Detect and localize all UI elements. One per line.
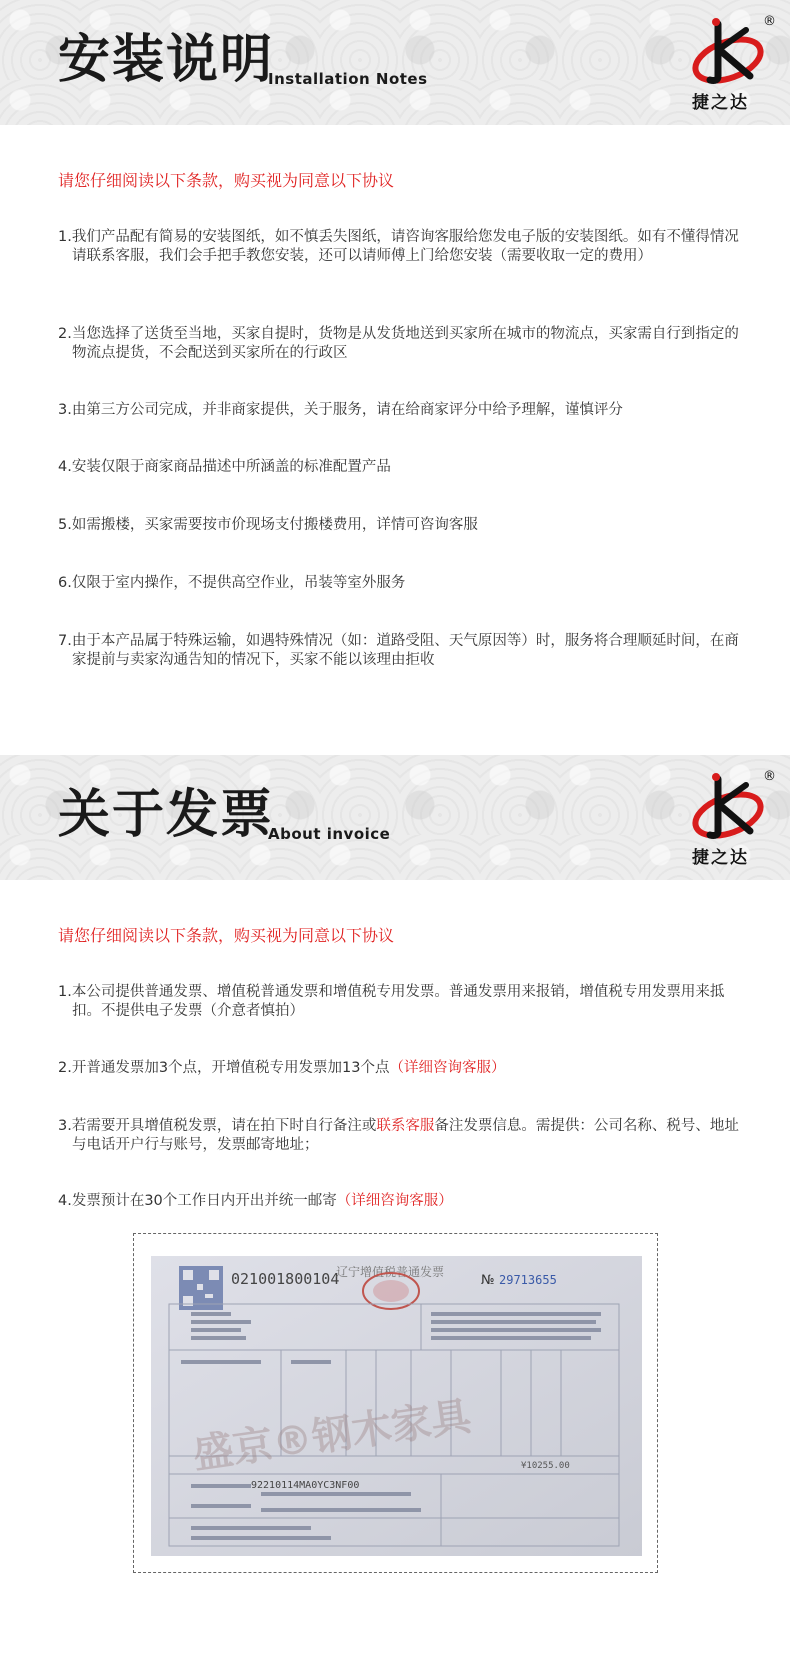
invoice-item-3-pre: 3.若需要开具增值税发票，请在拍下时自行备注或: [58, 1118, 377, 1134]
invoice-subtitle: About invoice: [268, 825, 391, 843]
brand-logo-text: 捷之达: [692, 848, 749, 868]
brand-logo-2: [684, 769, 776, 871]
invoice-item-1: 1.本公司提供普通发票、增值税普通发票和增值税专用发票。普通发票用来报销，增值税专用发票用来抵扣。不提供电子发票（介意者慎拍）: [58, 984, 725, 1019]
installation-banner: [0, 0, 790, 125]
installation-item-3: 3.由第三方公司完成，并非商家提供，关于服务，请在给商家评分中给予理解，谨慎评分: [58, 402, 623, 418]
invoice-watermark: 盛京®钢木家具: [190, 1393, 475, 1478]
invoice-code: 021001800104: [231, 1270, 340, 1288]
installation-item-2: 2.当您选择了送货至当地，买家自提时，货物是从发货地送到买家所在城市的物流点，买家需自行到指定的物流点提货，不会配送到买家所在的行政区: [58, 326, 739, 361]
invoice-title: 关于发票: [58, 785, 275, 845]
invoice-banner: [0, 755, 790, 880]
invoice-heading: 辽宁增值税普通发票: [336, 1265, 445, 1279]
invoice-item-2-text: 2.开普通发票加3个点，开增值税专用发票加13个点: [58, 1060, 390, 1076]
invoice-item-4-text: 4.发票预计在30个工作日内开出并统一邮寄: [58, 1193, 337, 1209]
installation-subtitle: Installation Notes: [268, 70, 428, 88]
invoice-item-2: [58, 1059, 747, 1078]
invoice-sample-frame: [133, 1233, 658, 1573]
registered-mark: ®: [763, 14, 776, 29]
invoice-total: ¥10255.00: [521, 1461, 570, 1471]
contact-service-link: 联系客服: [376, 1118, 435, 1134]
installation-title: 安装说明: [58, 30, 275, 90]
qr-code-icon: [179, 1266, 223, 1310]
brand-logo-text: 捷之达: [692, 93, 749, 113]
brand-logo: [684, 14, 776, 116]
installation-item-6: 6.仅限于室内操作，不提供高空作业，吊装等室外服务: [58, 575, 406, 591]
brand-logo-mark-icon: [688, 16, 768, 88]
invoice-sample-image: [151, 1256, 642, 1556]
invoice-number: 29713655: [499, 1273, 557, 1287]
installation-item-1: 1.我们产品配有简易的安装图纸，如不慎丢失图纸，请咨询客服给您发电子版的安装图纸。如有不懂得情况请联系客服，我们会手把手教您安装，还可以请师傅上门给您安装（需要收取一定的费用）: [58, 229, 739, 264]
installation-item-7: 7.由于本产品属于特殊运输，如遇特殊情况（如：道路受阻、天气原因等）时，服务将合理顺延时间，在商家提前与卖家沟通告知的情况下，买家不能以该理由拒收: [58, 633, 739, 668]
invoice-item-3: [58, 1117, 747, 1155]
invoice-item-4-consult: （详细咨询客服）: [336, 1193, 453, 1209]
installation-notice: 请您仔细阅读以下条款，购买视为同意以下协议: [58, 171, 395, 190]
installation-item-4: 4.安装仅限于商家商品描述中所涵盖的标准配置产品: [58, 459, 391, 475]
invoice-tax-id: 92210114MA0YC3NF00: [251, 1480, 360, 1491]
installation-item-5: 5.如需搬楼，买家需要按市价现场支付搬楼费用，详情可咨询客服: [58, 517, 478, 533]
registered-mark: ®: [763, 769, 776, 784]
invoice-item-4: [58, 1192, 747, 1211]
brand-logo-mark-icon: [688, 771, 768, 843]
invoice-item-3-post: 备注发票信息。需提供：公司名称、税号、地址与电话开户行与账号，发票邮寄地址；: [72, 1118, 739, 1153]
invoice-item-2-consult: （详细咨询客服）: [389, 1060, 506, 1076]
invoice-number-prefix: №: [481, 1273, 495, 1288]
invoice-notice: 请您仔细阅读以下条款，购买视为同意以下协议: [58, 926, 395, 945]
